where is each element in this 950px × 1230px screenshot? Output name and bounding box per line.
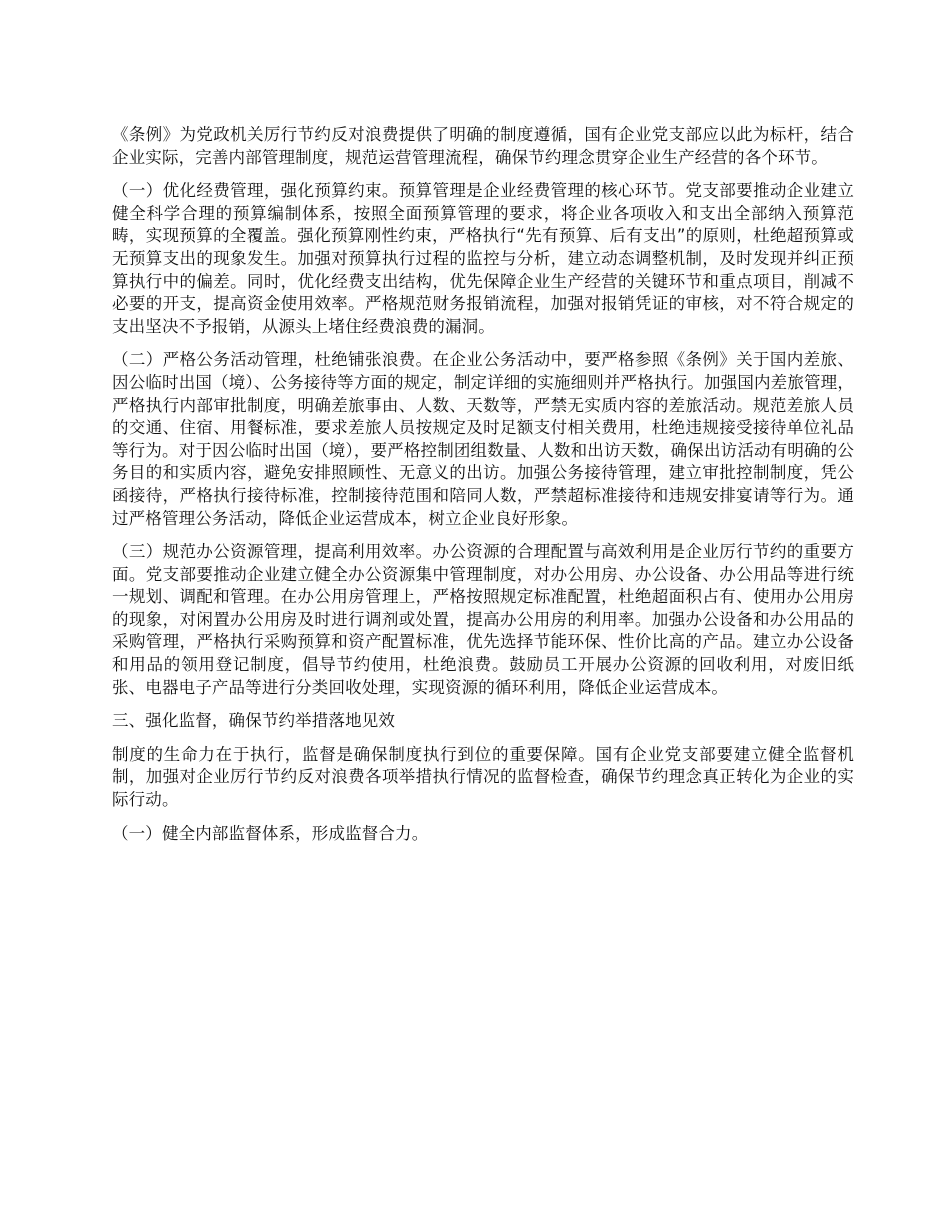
- paragraph-supervision-intro: 制度的生命力在于执行，监督是确保制度执行到位的重要保障。国有企业党支部要建立健全监督机制，加强对企业厉行节约反对浪费各项举措执行情况的监督检查，确保节约理念真正转化为企业的实际行动。: [112, 744, 854, 810]
- paragraph-budget-management: （一）优化经费管理，强化预算约束。预算管理是企业经费管理的核心环节。党支部要推动企业建立健全科学合理的预算编制体系，按照全面预算管理的要求，将企业各项收入和支出全部纳入预算范畴，实现预算的全覆盖。强化预算刚性约束，严格执行“先有预算、后有支出”的原则，杜绝超预算或无预算支出的现象发生。加强对预算执行过程的监控与分析，建立动态调整机制，及时发现并纠正预算执行中的偏差。同时，优化经费支出结构，优先保障企业生产经营的关键环节和重点项目，削减不必要的开支，提高资金使用效率。严格规范财务报销流程，加强对报销凭证的审核，对不符合规定的支出坚决不予报销，从源头上堵住经费浪费的漏洞。: [112, 181, 854, 336]
- paragraph-office-resources: （三）规范办公资源管理，提高利用效率。办公资源的合理配置与高效利用是企业厉行节约的重要方面。党支部要推动企业建立健全办公资源集中管理制度，对办公用房、办公设备、办公用品等进行统一规划、调配和管理。在办公用房管理上，严格按照规定标准配置，杜绝超面积占有、使用办公用房的现象，对闲置办公用房及时进行调剂或处置，提高办公用房的利用率。加强办公设备和办公用品的采购管理，严格执行采购预算和资产配置标准，优先选择节能环保、性价比高的产品。建立办公设备和用品的领用登记制度，倡导节约使用，杜绝浪费。鼓励员工开展办公资源的回收利用，对废旧纸张、电器电子产品等进行分类回收处理，实现资源的循环利用，降低企业运营成本。: [112, 542, 854, 697]
- paragraph-intro: 《条例》为党政机关厉行节约反对浪费提供了明确的制度遵循，国有企业党支部应以此为标杆，结合企业实际，完善内部管理制度，规范运营管理流程，确保节约理念贯穿企业生产经营的各个环节。: [112, 125, 854, 167]
- paragraph-official-activities: （二）严格公务活动管理，杜绝铺张浪费。在企业公务活动中，要严格参照《条例》关于国内差旅、因公临时出国（境）、公务接待等方面的规定，制定详细的实施细则并严格执行。加强国内差旅管理，严格执行内部审批制度，明确差旅事由、人数、天数等，严禁无实质内容的差旅活动。规范差旅人员的交通、住宿、用餐标准，要求差旅人员按规定及时足额支付相关费用，杜绝违规接受接待单位礼品等行为。对于因公临时出国（境），要严格控制团组数量、人数和出访天数，确保出访活动有明确的公务目的和实质内容，避免安排照顾性、无意义的出访。加强公务接待管理，建立审批控制制度，凭公函接待，严格执行接待标准，控制接待范围和陪同人数，严禁超标准接待和违规安排宴请等行为。通过严格管理公务活动，降低企业运营成本，树立企业良好形象。: [112, 350, 854, 528]
- paragraph-internal-supervision: （一）健全内部监督体系，形成监督合力。: [112, 823, 429, 843]
- document-body: [112, 124, 854, 856]
- section-heading-supervision: 三、强化监督，确保节约举措落地见效: [112, 711, 396, 731]
